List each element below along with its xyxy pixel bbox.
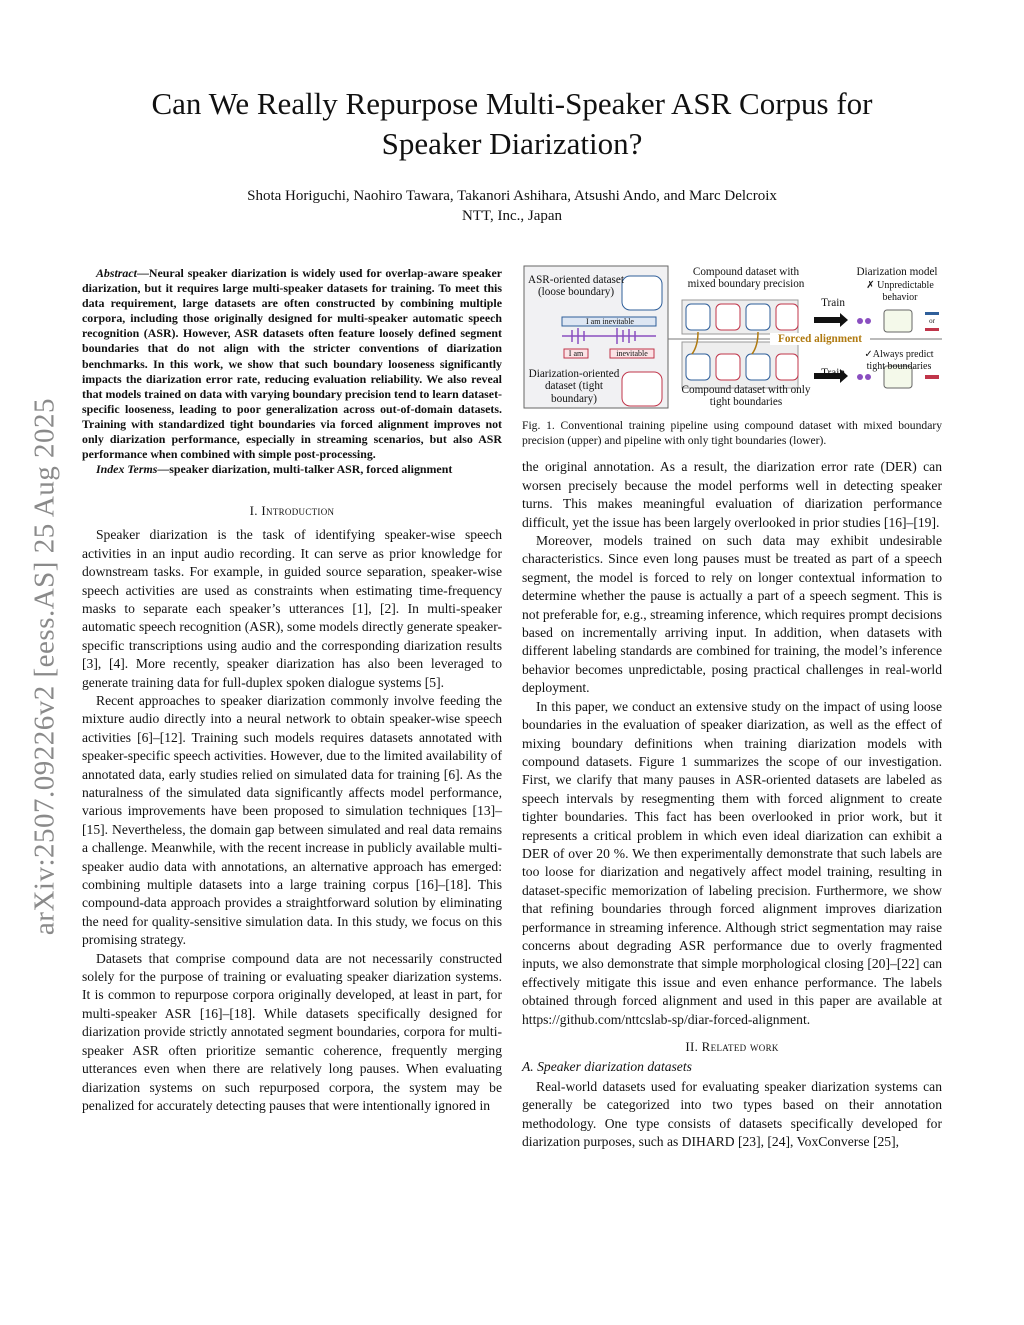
- model-title: Diarization model: [856, 266, 938, 278]
- arxiv-identifier: arXiv:2507.09226v2 [eess.AS] 25 Aug 2025: [28, 397, 61, 936]
- compound-mixed-label: Compound dataset with mixed boundary precision: [687, 266, 805, 291]
- affiliation: NTT, Inc., Japan: [461, 208, 563, 224]
- index-terms-label: Index Terms: [96, 462, 158, 477]
- unpredictable-label: ✗ Unpredictable behavior: [866, 280, 934, 303]
- paragraph: Recent approaches to speaker diarization commonly involve feeding the mixture audio directly into a neural network to obtain speaker-wise speech activities [6]–[12]. Training such models requires datasets annotated with speaker-specific speech activities. However, due to the limited availability of annotated data, early studies relied on simulated data for training [6]. As the naturalness of the simulated data significantly affects model performance, various improvements have been proposed to simulation techniques [13]–[15]. Nevertheless, the domain gap between simulated and real data remains a challenge. Meanwhile, with the recent increase in publicly available multi-speaker audio data with annotations, an alternative approach has emerged: combining multiple datasets into a large training corpus [16]–[18]. This compound-data approach provides a straightforward solution by eliminating the need for quality-sensitive simulation data. In this study, we focus on this promising strategy.: [82, 692, 502, 948]
- word-label-1: I am: [568, 349, 584, 358]
- index-terms-text: —speaker diarization, multi-talker ASR, forced alignment: [157, 462, 453, 477]
- paper-title: Can We Really Repurpose Multi-Speaker ASR Corpus for Speaker Diarization?: [151, 86, 873, 161]
- right-column: [522, 262, 942, 1152]
- figure-1: [522, 262, 942, 410]
- train-arrow-icon: [814, 313, 848, 327]
- section-heading: I. Introduction: [249, 503, 335, 519]
- asr-dataset-label: ASR-oriented dataset (loose boundary): [527, 274, 624, 299]
- abstract: [82, 266, 502, 462]
- diar-dataset-icon: [622, 372, 662, 406]
- index-terms: [82, 462, 502, 477]
- transcript-label: I am inevitable: [586, 317, 634, 326]
- authors: Shota Horiguchi, Naohiro Tawara, Takanori Ashihara, Atsushi Ando, and Marc Delcroix: [247, 188, 777, 204]
- diar-dataset-label: Diarization-oriented dataset (tight boundary): [528, 368, 620, 405]
- paragraph: Speaker diarization is the task of identifying speaker-wise speech activities in an input audio recording. It can serve as prior knowledge for downstream tasks. For example, in guided source separation, speaker-wise speech activities are used as constraints when estimating time-frequency masks to separate each speaker’s utterances [1], [2]. In multi-speaker automatic speech recognition (ASR), some models directly generate speaker-specific transcriptions using audio and the corresponding diarization results [3], [4]. More recently, speaker diarization has also been leveraged to generate training data for full-duplex spoken dialogue systems [5].: [82, 527, 502, 690]
- train-label: Train: [821, 297, 845, 309]
- figure-caption: Fig. 1. Conventional training pipeline using compound dataset with mixed boundary precision (upper) and pipeline with only tight boundaries (lower).: [522, 419, 942, 448]
- left-column: [82, 266, 502, 1115]
- compound-tight-label: Compound dataset with only tight boundaries: [681, 384, 811, 409]
- paragraph: Real-world datasets used for evaluating speaker diarization systems can generally be categorized into two types based on their annotation methodology. One type consists of datasets specifically developed for diarization purposes, such as DIHARD [23], [24], VoxConverse [25],: [522, 1079, 942, 1150]
- section-heading: II. Related work: [685, 1039, 779, 1054]
- word-label-2: inevitable: [616, 349, 648, 358]
- asr-dataset-icon: [622, 276, 662, 310]
- paragraph: Moreover, models trained on such data may exhibit undesirable characteristics. Since even long pauses must be treated as part of a speech segment, the model is forced to rely on longer contextual information to determine whether the pause is actually a part of a speech segment. This is not preferable for, e.g., streaming inference, which requires prompt decisions based on incrementally arriving input. In addition, when datasets with different labeling standards are combined for training, the model’s inference behavior becomes unpredictable, posing practical challenges in real-world deployment.: [522, 533, 942, 696]
- train-label: Train: [821, 367, 845, 379]
- abstract-text: —Neural speaker diarization is widely used for overlap-aware speaker diarization, but it requires large multi-speaker datasets for training. To meet this data requirement, large datasets are often constructed by combining multiple corpora, including those originally designed for multi-speaker automatic speech recognition (ASR). However, ASR datasets often feature loosely defined segment boundaries that do not align with the stricter conventions of diarization benchmarks. In this work, we show that such boundary looseness significantly impacts the diarization error rate, reducing evaluation reliability. We also reveal that models trained on data with varying boundary precision tend to learn dataset-specific looseness, leading to poor generalization across out-of-domain datasets. Training with standardized tight boundaries via forced alignment improves not only diarization performance, especially in streaming scenarios, but also ASR performance when combined with simple post-processing.: [82, 266, 502, 462]
- forced-alignment-label: Forced alignment: [770, 333, 870, 345]
- abstract-label: Abstract: [96, 266, 137, 280]
- paragraph: In this paper, we conduct an extensive study on the impact of using loose boundaries in the evaluation of speaker diarization, as well as the effect of mixing boundary definitions when training diarization models with compound datasets. Figure 1 summarizes the scope of our investigation. First, we clarify that many pauses in ASR-oriented datasets are labeled as speech intervals by resegmenting them with forced alignment to create tighter boundaries. This fact has been overlooked in prior work, but it represents a critical problem in which even ideal diarization can exhibit a DER of over 20 %. We then experimentally demonstrate that such labels are too loose for diarization and negatively affect model training, resulting in dataset-specific memorization of labeling precision. Furthermore, we show that refining boundaries through forced alignment improves diarization performance in streaming inference. Although strict segmentation may raise concerns about degrading ASR performance due to overly fragmented inputs, we also demonstrate that simple morphological closing [20]–[22] can effectively mitigate this issue and even enhance performance. The labels obtained through forced alignment and used in this paper are available at https://github.com/nttcslab-sp/diar-forced-alignment.: [522, 698, 942, 1027]
- or-label: or: [929, 317, 935, 325]
- subsection-heading: A. Speaker diarization datasets: [522, 1059, 692, 1074]
- author-block: [100, 186, 924, 226]
- paragraph: Datasets that comprise compound data are not necessarily constructed solely for the purpose of training or evaluating speaker diarization systems. It is common to repurpose corpora originally developed, at least in part, for multi-speaker ASR [16]–[18]. While datasets specifically designed for diarization provide strictly annotated segment boundaries, corpora for multi-speaker ASR often prioritize semantic coherence, frequently merging utterances even when there are relatively long pauses. When evaluating diarization systems on such repurposed corpora, the system may be penalized for accurately detecting pauses that were intentionally ignored in: [82, 950, 502, 1113]
- tight-label: ✓Always predict tight boundaries: [864, 349, 934, 372]
- paragraph: the original annotation. As a result, the diarization error rate (DER) can worsen precisely because the model performs well in detecting speaker turns. This makes meaningful evaluation of diarization performance difficult, yet the issue has been largely overlooked in prior studies [16]–[19].: [522, 459, 942, 530]
- neural-network-icon: [884, 310, 912, 332]
